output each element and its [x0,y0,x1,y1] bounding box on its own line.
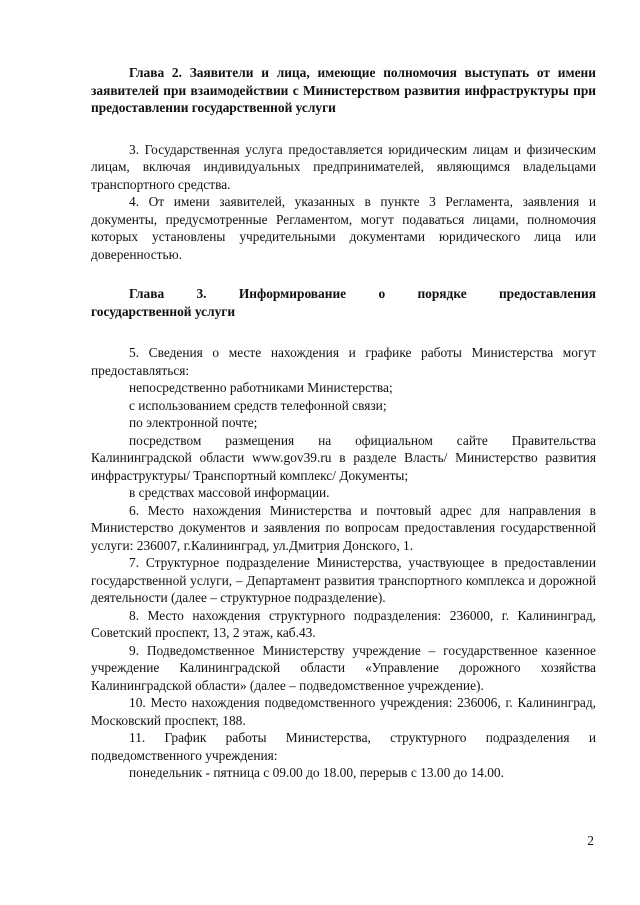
chapter-2-heading: Глава 2. Заявители и лица, имеющие полномочия выступать от имени заявителей при взаимодействии с Министерством развития инфраструктуры при предоставлении государственной услуги [91,65,596,115]
paragraph-7: 7. Структурное подразделение Министерства, участвующее в предоставлении государственной услуги, – Департамент развития транспортного комплекса и дорожной деятельности (далее – структурное подразделение). [91,555,596,605]
chapter-3-word: 3. [196,286,207,301]
paragraph-9: 9. Подведомственное Министерству учреждение – государственное казенное учреждение Калининградской области «Управление дорожного хозяйства Калининградской области» (далее – подведомственное учреждение). [91,642,596,693]
page-number: 2 [587,833,594,848]
chapter-3-word: о [378,286,386,301]
paragraph-5-item: с использованием средств телефонной связи; [129,397,387,413]
spacer [91,320,596,344]
chapter-3-heading-line-1 [91,285,596,303]
paragraph-3: 3. Государственная услуга предоставляется юридическим лицам и физическим лицам, включая индивидуальных предпринимателей, являющимся владельцами транспортного средства. [91,141,596,192]
paragraph-5-item: посредством размещения на официальном сайте Правительства Калининградской области www.gov39.ru в разделе Власть/ Министерство развития инфраструктуры/ Транспортный комплекс/ Документы; [91,432,596,483]
paragraph-11-item: понедельник - пятница с 09.00 до 18.00, перерыв с 13.00 до 14.00. [129,765,504,780]
paragraph-5: 5. Сведения о месте нахождения и графике работы Министерства могут предоставляться: [91,345,596,378]
paragraph-6: 6. Место нахождения Министерства и почтовый адрес для направления в Министерство документов и заявления по вопросам предоставления государственной услуги: 236007, г.Калининград, ул.Дмитрия Донского, 1. [91,502,596,553]
paragraph-11: 11. График работы Министерства, структурного подразделения и подведомственного учреждения: [91,730,596,763]
paragraph-4: 4. От имени заявителей, указанных в пункте 3 Регламента, заявления и документы, предусмотренные Регламентом, могут подаваться лицами, полномочия которых установлены учредительными документами юридического лица или доверенностью. [91,194,596,262]
page-content [91,64,596,782]
chapter-3-word: предоставления [498,286,596,301]
paragraph-5-item: по электронной почте; [129,415,258,430]
paragraph-5-item: непосредственно работниками Министерства; [129,380,393,395]
chapter-3-heading-line-2: государственной услуги [91,303,236,319]
paragraph-5-item: в средствах массовой информации. [129,485,330,500]
spacer [91,263,596,285]
chapter-3-word: порядке [417,286,467,301]
chapter-3-word: Глава [129,286,165,301]
chapter-3-word: Информирование [238,286,347,301]
paragraph-10: 10. Место нахождения подведомственного учреждения: 236006, г. Калининград, Московский проспект, 188. [91,695,596,728]
paragraph-8: 8. Место нахождения структурного подразделения: 236000, г. Калининград, Советский проспект, 13, 2 этаж, каб.43. [91,607,596,640]
spacer [91,117,596,141]
